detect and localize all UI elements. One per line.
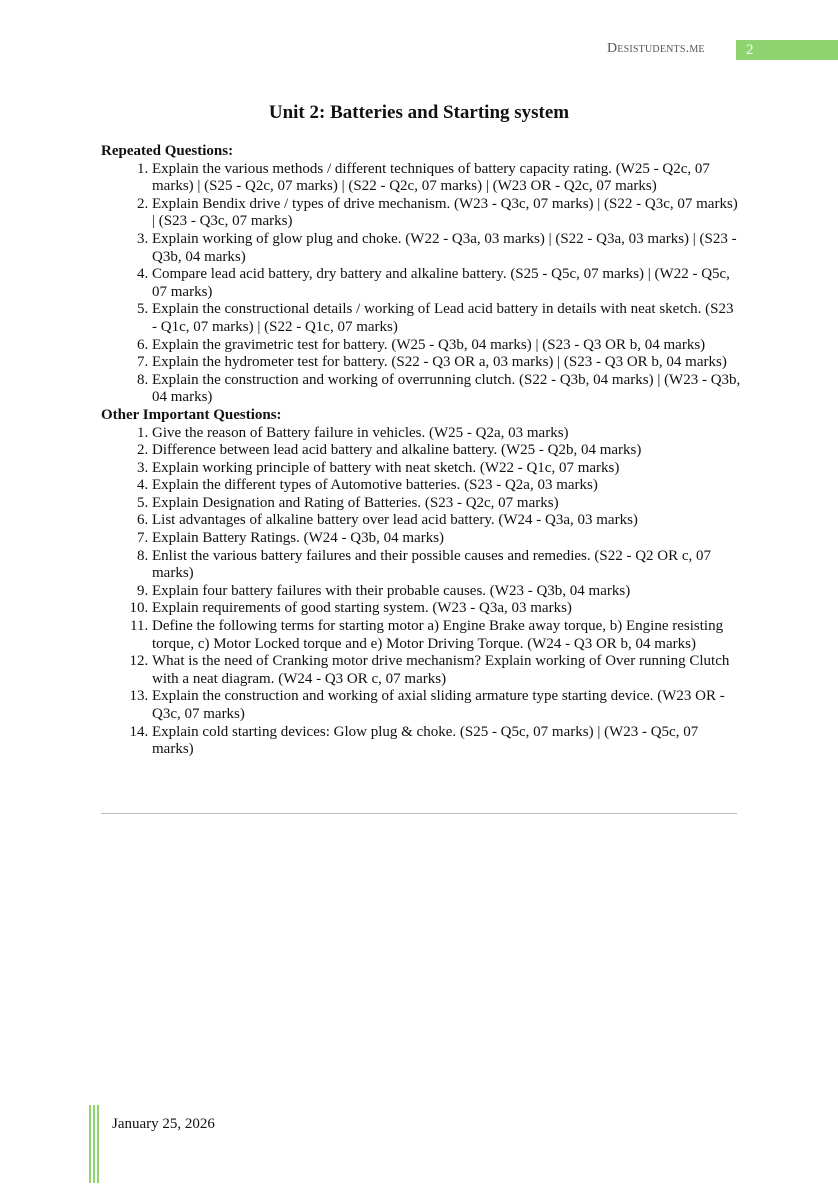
footer-accent-bars: [89, 1105, 101, 1183]
question-item: 4. Explain the different types of Automotive batteries. (S23 - Q2a, 03 marks): [152, 477, 741, 495]
section-heading-other: Other Important Questions:: [101, 406, 282, 423]
question-item: 13. Explain the construction and working of axial sliding armature type starting device. (W23 OR - Q3c, 07 marks): [152, 688, 741, 723]
question-item: 12. What is the need of Cranking motor drive mechanism? Explain working of Over running Clutch with a neat diagram. (W24 - Q3 OR c, 07 marks): [152, 653, 741, 688]
page-number: 2: [736, 40, 838, 60]
section-heading-repeated: Repeated Questions:: [101, 143, 234, 159]
site-name: Desistudents.me: [607, 41, 705, 56]
question-item: 6. Explain the gravimetric test for battery. (W25 - Q3b, 04 marks) | (S23 - Q3 OR b, 04 marks): [152, 337, 741, 355]
question-item: 8. Explain the construction and working of overrunning clutch. (S22 - Q3b, 04 marks) | (W23 - Q3b, 04 marks): [152, 372, 741, 407]
question-item: 3. Explain working of glow plug and choke. (W22 - Q3a, 03 marks) | (S22 - Q3a, 03 marks) | (S23 - Q3b, 04 marks): [152, 231, 741, 266]
page-title: Unit 2: Batteries and Starting system: [268, 102, 570, 123]
other-questions-list: [101, 425, 741, 759]
divider: [101, 813, 737, 814]
question-item: 2. Difference between lead acid battery and alkaline battery. (W25 - Q2b, 04 marks): [152, 442, 741, 460]
question-item: 9. Explain four battery failures with their probable causes. (W23 - Q3b, 04 marks): [152, 583, 741, 601]
question-item: 5. Explain Designation and Rating of Batteries. (S23 - Q2c, 07 marks): [152, 495, 741, 513]
question-item: 8. Enlist the various battery failures and their possible causes and remedies. (S22 - Q2 OR c, 07 marks): [152, 548, 741, 583]
question-item: 2. Explain Bendix drive / types of drive mechanism. (W23 - Q3c, 07 marks) | (S22 - Q3c, 07 marks) | (S23 - Q3c, 07 marks): [152, 196, 741, 231]
question-item: 4. Compare lead acid battery, dry battery and alkaline battery. (S25 - Q5c, 07 marks) | (W22 - Q5c, 07 marks): [152, 266, 741, 301]
question-item: 10. Explain requirements of good starting system. (W23 - Q3a, 03 marks): [152, 600, 741, 618]
question-item: 5. Explain the constructional details / working of Lead acid battery in details with neat sketch. (S23 - Q1c, 07 marks) | (S22 - Q1c, 07 marks): [152, 301, 741, 336]
question-item: 6. List advantages of alkaline battery over lead acid battery. (W24 - Q3a, 03 marks): [152, 512, 741, 530]
question-item: 1. Give the reason of Battery failure in vehicles. (W25 - Q2a, 03 marks): [152, 425, 741, 443]
repeated-questions-list: [101, 161, 741, 407]
footer-date: January 25, 2026: [112, 1116, 215, 1132]
question-item: 7. Explain the hydrometer test for battery. (S22 - Q3 OR a, 03 marks) | (S23 - Q3 OR b, 04 marks): [152, 354, 741, 372]
question-item: 1. Explain the various methods / different techniques of battery capacity rating. (W25 - Q2c, 07 marks) | (S25 - Q2c, 07 marks) | (S22 - Q2c, 07 marks) | (W23 OR - Q2c, 07 marks): [152, 161, 741, 196]
question-item: 14. Explain cold starting devices: Glow plug & choke. (S25 - Q5c, 07 marks) | (W23 - Q5c, 07 marks): [152, 724, 741, 759]
question-item: 7. Explain Battery Ratings. (W24 - Q3b, 04 marks): [152, 530, 741, 548]
question-content: [101, 143, 741, 759]
question-item: 11. Define the following terms for starting motor a) Engine Brake away torque, b) Engine resisting torque, c) Motor Locked torque and e) Motor Driving Torque. (W24 - Q3 OR b, 04 marks): [152, 618, 741, 653]
question-item: 3. Explain working principle of battery with neat sketch. (W22 - Q1c, 07 marks): [152, 460, 741, 478]
